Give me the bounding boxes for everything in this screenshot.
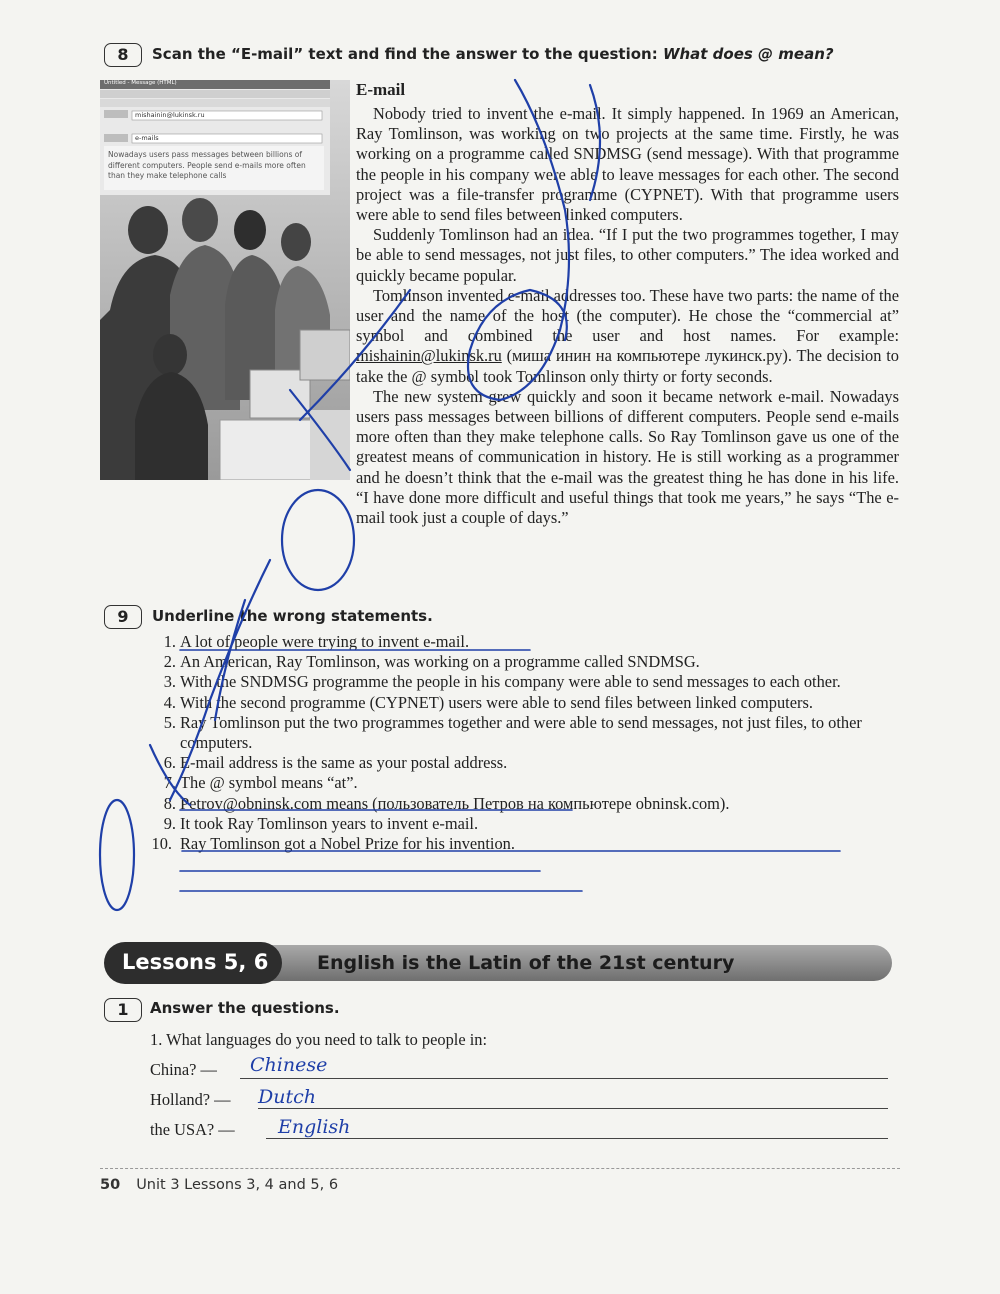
statement-item[interactable]	[150, 652, 870, 672]
statement-item[interactable]	[150, 693, 870, 713]
answer-row-usa	[150, 1116, 890, 1142]
article-paragraph-2: Suddenly Tomlinson had an idea. “If I put the two programmes together, I may be able to send messages, not just files, to other computers.” The idea worked and quickly became popular.	[356, 225, 899, 285]
answer-label-usa: the USA? —	[150, 1120, 235, 1139]
article-paragraph-3-start: Tomlinson invented e-mail addresses too. These have two parts: the name of the user and the name of the host (the computer). He chose the “commercial at” symbol and combined the user and host names. For example:	[356, 285, 899, 346]
photo-window-title: Untitled - Message (HTML)	[104, 80, 177, 86]
article-body	[356, 104, 899, 528]
statement-text: Petrov@obninsk.com means (пользователь Петров на компьютере obninsk.com).	[180, 793, 730, 813]
lesson-label: Lessons 5, 6	[122, 950, 269, 974]
statement-number: 3.	[163, 672, 176, 692]
answer-row-holland	[150, 1086, 890, 1112]
statement-text: It took Ray Tomlinson years to invent e-mail.	[180, 813, 479, 833]
statement-text: With the second programme (CYPNET) users were able to send files between linked computers.	[180, 692, 813, 712]
answer-line-china[interactable]	[240, 1078, 888, 1079]
statement-number: 4.	[163, 692, 176, 712]
answer-label-holland: Holland? —	[150, 1090, 231, 1109]
answer-line-usa[interactable]	[266, 1138, 888, 1139]
statement-item[interactable]	[150, 753, 870, 773]
statement-number: 2.	[163, 652, 176, 672]
exercise-9-instruction: Underline the wrong statements.	[152, 607, 433, 625]
answer-row-china	[150, 1054, 890, 1082]
article-paragraph-4: The new system grew quickly and soon it became network e-mail. Nowadays users pass messages between billions of different computers. People send e-mails more often than they make telephone calls. So Ray Tomlinson gave us one of the greatest means of communication in history. He is still working as a programmer and he doesn’t think that the e-mail was the greatest thing he has done in his life. “I have done more difficult and useful things that took me years,” he says “The e-mail took just a couple of days.”	[356, 386, 899, 528]
statement-text: The @ symbol means “at”.	[180, 773, 358, 793]
statement-number: 7.	[163, 773, 176, 793]
answer-holland: Dutch	[258, 1086, 316, 1108]
page-footer	[100, 1177, 338, 1193]
statement-text: Ray Tomlinson put the two programmes together and were able to send messages, not just files, to other computers.	[180, 712, 862, 753]
photo-subject-field: e-mails	[135, 134, 159, 142]
photo-message-body: Nowadays users pass messages between billions of different computers. People send e-mails more often than they make telephone calls	[108, 150, 306, 180]
article-paragraph-1: Nobody tried to invent the e-mail. It simply happened. In 1969 an American, Ray Tomlinson, was working on two projects at the same time. Firstly, he was working on a programme called SNDMSG (send message). With that programme the people in his company were able to leave messages for each other. The second project was a file-transfer programme (CYPNET). With that programme users were able to send files between linked computers.	[356, 104, 899, 225]
footer-divider	[100, 1168, 900, 1169]
statement-item[interactable]	[150, 814, 870, 834]
exercise-1-instruction: Answer the questions.	[150, 999, 340, 1017]
statement-text: An American, Ray Tomlinson, was working on a programme called SNDMSG.	[180, 652, 700, 672]
statement-number: 10.	[151, 834, 172, 854]
exercise-8-question: What does @ mean?	[662, 45, 834, 63]
footer-unit: Unit 3 Lessons 3, 4 and 5, 6	[136, 1177, 339, 1193]
statement-item[interactable]	[150, 794, 870, 814]
statement-text: E-mail address is the same as your postal address.	[180, 753, 508, 773]
answer-china: Chinese	[250, 1054, 328, 1076]
statement-number: 5.	[163, 712, 176, 732]
statement-number: 9.	[163, 813, 176, 833]
answer-line-holland[interactable]	[258, 1108, 888, 1109]
lesson-title: English is the Latin of the 21st century	[317, 952, 735, 974]
answer-label-china: China? —	[150, 1060, 217, 1079]
article-paragraph-3	[356, 286, 899, 387]
statement-number: 1.	[163, 632, 176, 651]
statement-item[interactable]	[150, 834, 870, 854]
exercise-1-question: 1. What languages do you need to talk to people in:	[150, 1030, 487, 1049]
statement-item[interactable]	[150, 713, 870, 753]
statements-list	[150, 632, 870, 854]
statement-number: 8.	[163, 793, 176, 813]
statement-text: A lot of people were trying to invent e-mail.	[180, 632, 470, 651]
example-email-address: mishainin@lukinsk.ru	[356, 346, 502, 366]
article-title: E-mail	[356, 80, 406, 99]
statement-text: With the SNDMSG programme the people in his company were able to send messages to each other.	[180, 672, 841, 692]
article-paragraph-3-end: (миша инин на компьютере лукинск.ру). The decision to take the @ symbol took Tomlinson only thirty or forty seconds.	[356, 346, 899, 386]
statement-number: 6.	[163, 753, 176, 773]
photo-to-field: mishainin@lukinsk.ru	[135, 111, 205, 119]
page-number: 50	[100, 1177, 121, 1193]
lesson-banner	[104, 942, 894, 984]
statement-item[interactable]	[150, 632, 870, 652]
exercise-8-instruction-text: Scan the “E-mail” text and find the answer to the question:	[152, 45, 663, 63]
answer-usa: English	[278, 1116, 351, 1138]
exercise-8-number: 8	[104, 43, 142, 67]
exercise-8-instruction	[152, 45, 834, 63]
statement-item[interactable]	[150, 672, 870, 692]
exercise-9-number: 9	[104, 605, 142, 629]
exercise-1-number: 1	[104, 998, 142, 1022]
statement-item[interactable]	[150, 773, 870, 793]
statement-text: Ray Tomlinson got a Nobel Prize for his invention.	[180, 834, 515, 854]
classroom-photo	[100, 80, 350, 480]
